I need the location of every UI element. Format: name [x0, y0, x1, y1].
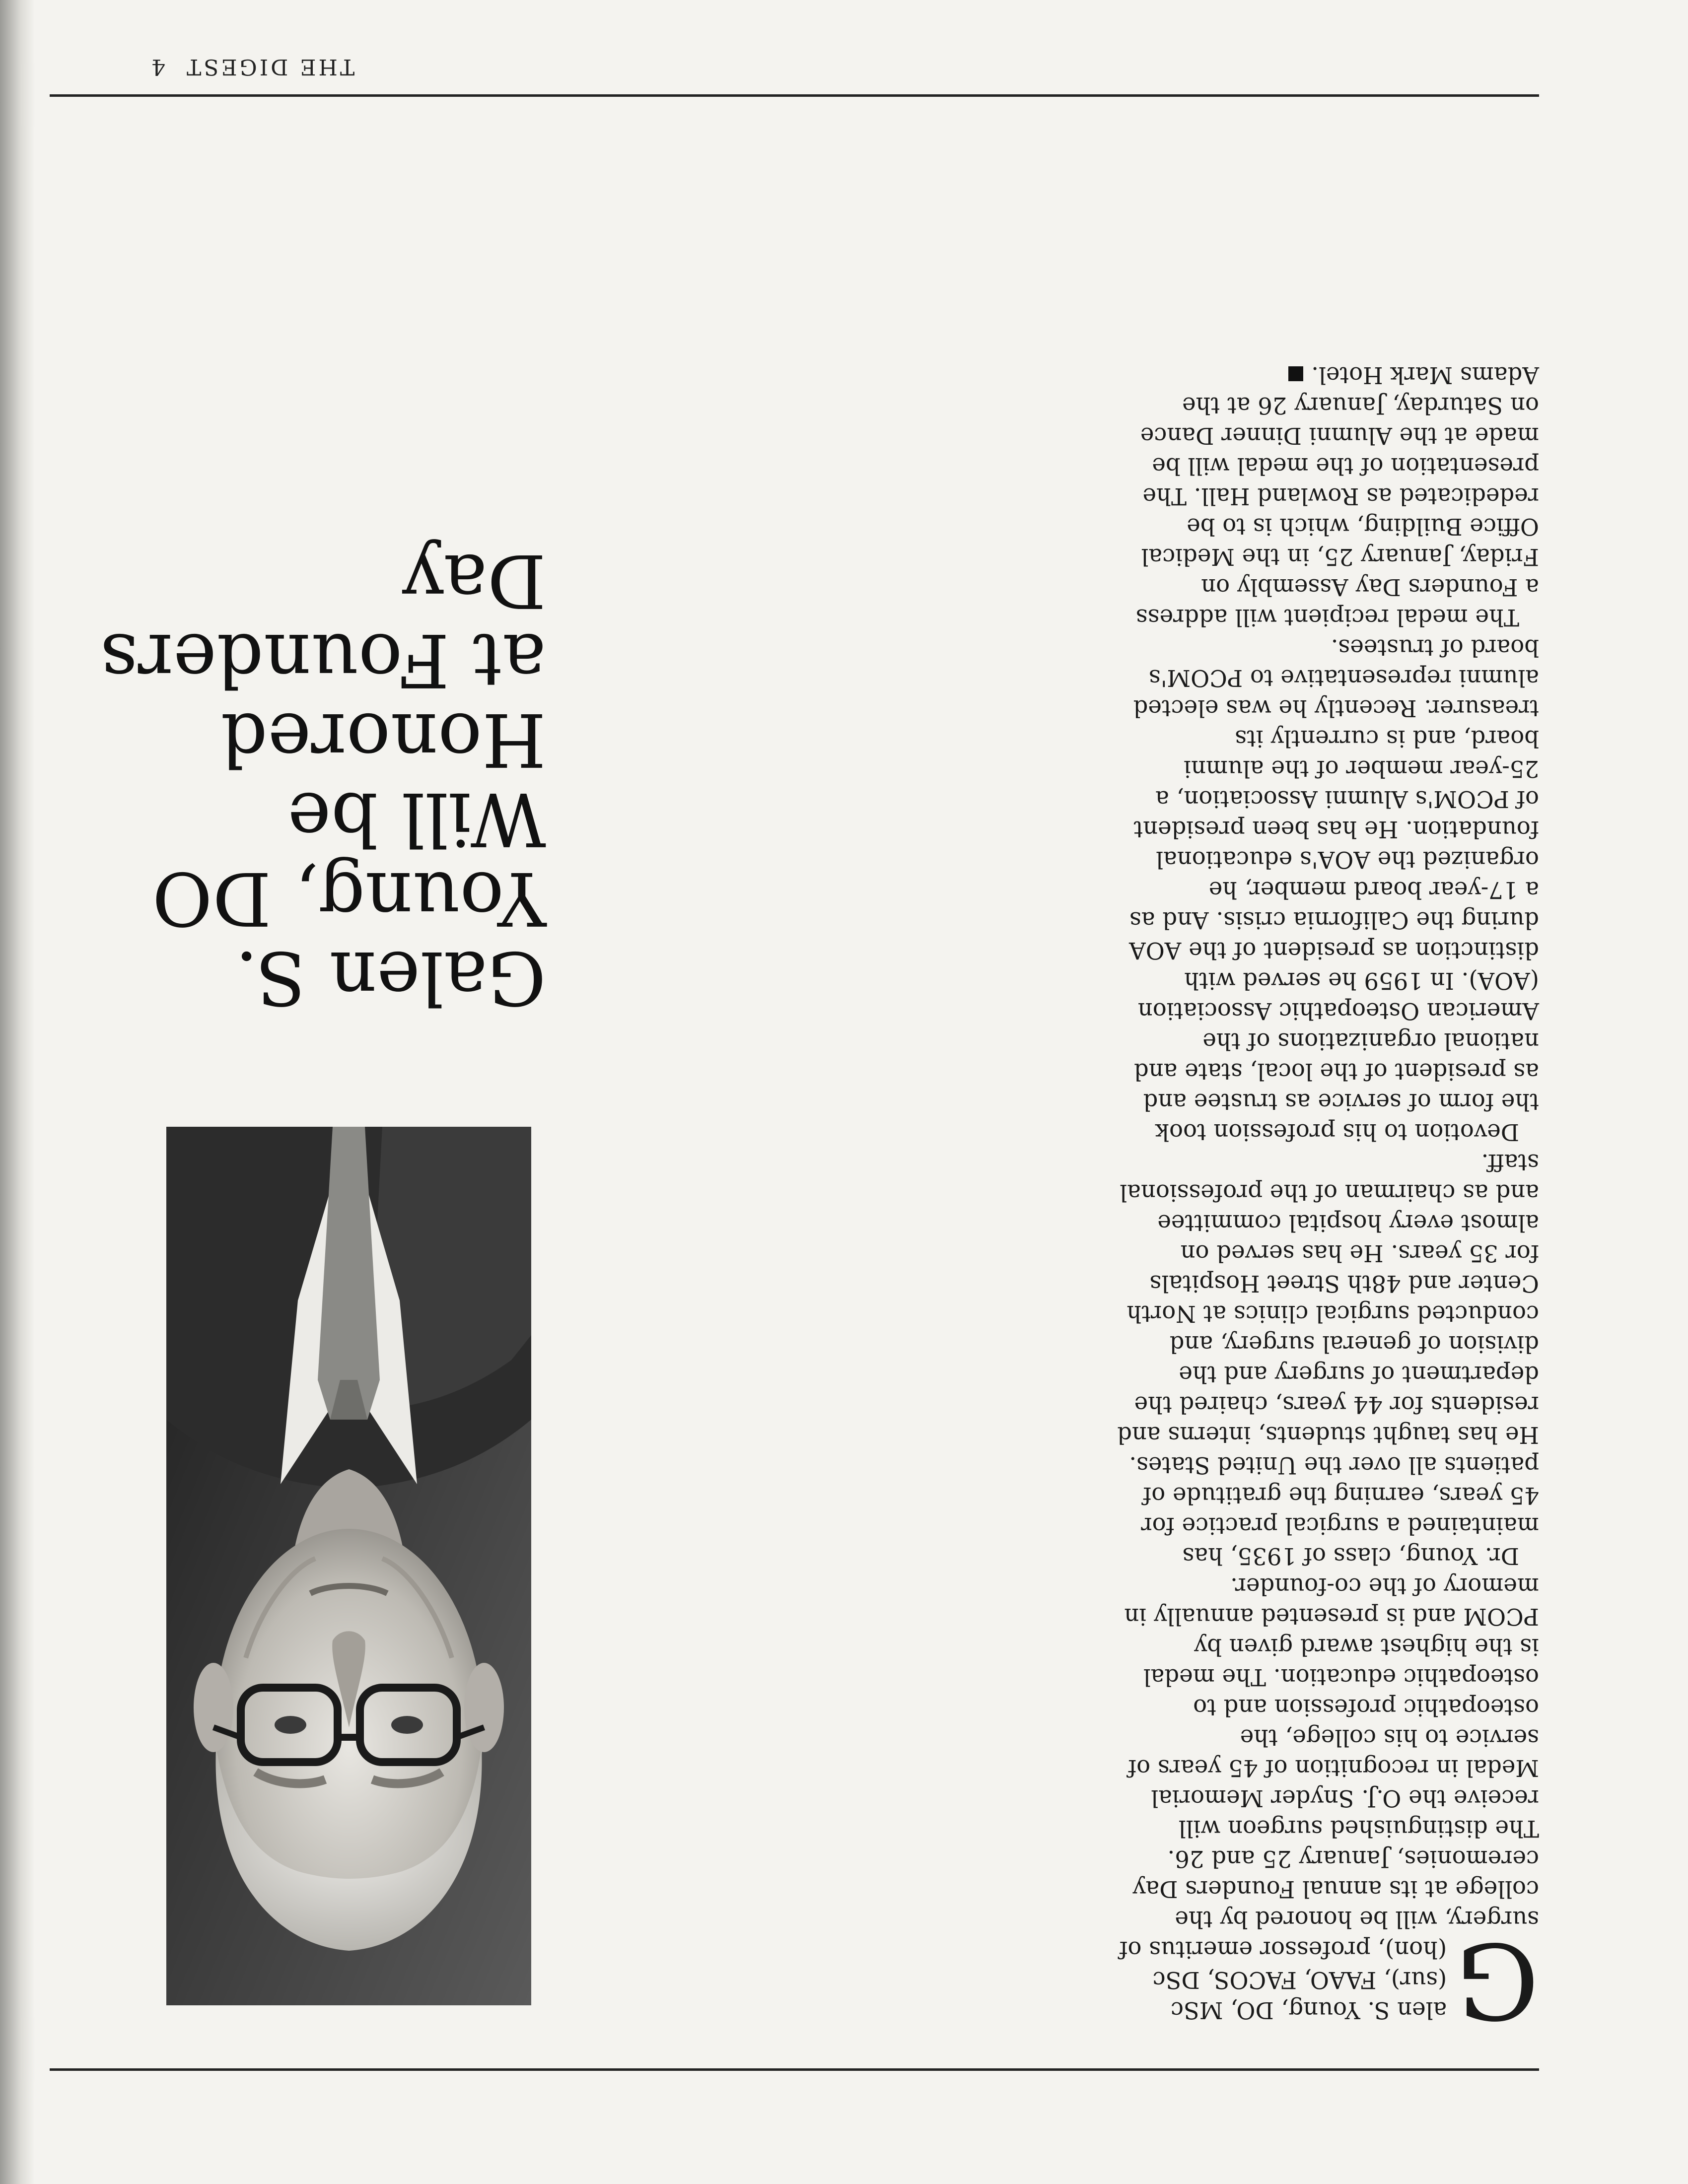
- drop-cap: G: [1456, 1919, 1539, 2041]
- headline-line-1: Galen S. Young, DO: [152, 856, 546, 1021]
- end-mark-icon: [1288, 366, 1303, 381]
- footer-rule: [50, 2068, 1539, 2071]
- article-body: [1117, 360, 1539, 2041]
- article-paragraph-2: Dr. Young, class of 1935, has maintained a surgical practice for 45 years, earning the gratitude of patients all over the United States. He has taught students, interns and residents for 44 years, chaired the department of surgery and the division of general surgery, and conducted surgical clinics at North Center and 48th Street Hospitals for 35 years. He has served on almost every hospital committee and as chairman of the professional staff.: [1117, 1149, 1539, 1570]
- paragraph-text: alen S. Young, DO, MSc (sur), FAAO, FACOS, DSc (hon), professor emeritus of surgery, will be honored by the college at its annual Founders Day ceremonies, January 25 and 26. The distinguished surgeon will receive the O.J. Snyder Memorial Medal in recognition of 45 years of service to his college, the osteopathic profession and to osteopathic education. The medal is the highest award given by PCOM and is presented annually in memory of the co-founder.: [1119, 1573, 1539, 2024]
- publication-name: THE DIGEST: [184, 54, 355, 79]
- article-paragraph-4: [1117, 360, 1539, 632]
- portrait-photo: [166, 1127, 531, 2005]
- article-headline: [50, 538, 546, 1021]
- page-number: 4: [149, 54, 165, 79]
- headline-line-3: at Founders Day: [100, 538, 546, 703]
- running-header: [149, 54, 354, 79]
- header-rule: [50, 94, 1539, 97]
- article-paragraph-3: Devotion to his profession took the form of service as trustee and as president of the local, state and national organizations of the American Osteopathic Association (AOA). In 1959 he served with distinction as president of the AOA during the California crisis. And as a 17-year board member, he organized the AOA's educational foundation. He has been president of PCOM's Alumni Association, a 25-year member of the alumni board, and is currently its treasurer. Recently he was elected alumni representative to PCOM's board of trustees.: [1129, 634, 1539, 1146]
- headline-line-2: Will be Honored: [220, 697, 546, 862]
- paragraph-text: The medal recipient will address a Founders Day Assembly on Friday, January 25, in the Medical Office Building, which is to be rededicated as Rowland Hall. The presentation of the medal will be made at the Alumni Dinner Dance on Saturday, January 26 at the Adams Mark Hotel.: [1135, 362, 1539, 631]
- binding-shadow: [0, 0, 35, 2184]
- article-paragraph-1: [1117, 1571, 1539, 2041]
- portrait-illustration: [166, 1127, 531, 2005]
